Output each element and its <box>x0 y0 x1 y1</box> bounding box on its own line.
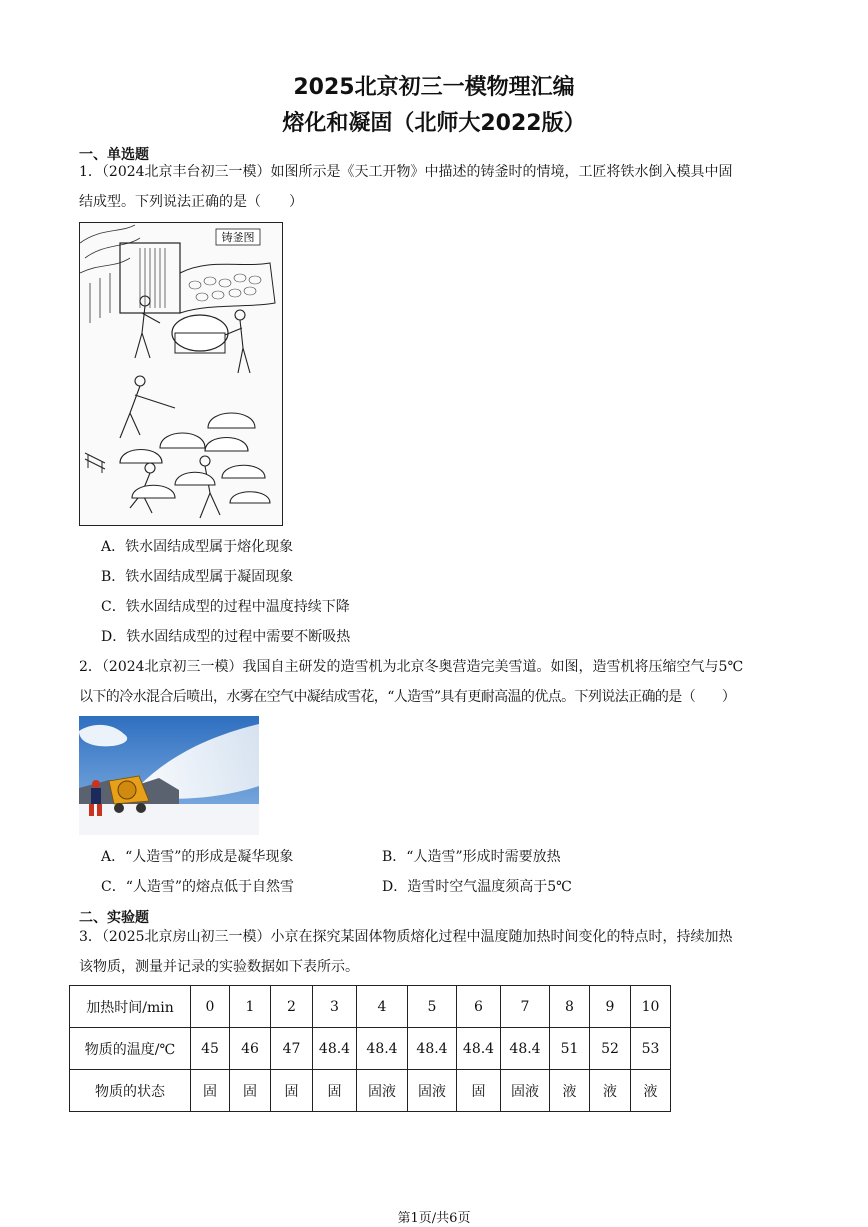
q1-stem-line2: 结成型。下列说法正确的是（ ） <box>79 194 303 210</box>
table-cell: 53 <box>631 1028 671 1070</box>
table-cell: 6 <box>457 986 501 1028</box>
table-cell: 1 <box>230 986 271 1028</box>
q2-option-d[interactable]: D．造雪时空气温度须高于5℃ <box>382 879 572 895</box>
snow-machine-drawing <box>79 716 259 835</box>
q2-stem-line2: 以下的冷水混合后喷出，水雾在空气中凝结成雪花，“人造雪”具有更耐高温的优点。下列说法正确的是（ ） <box>79 689 736 705</box>
table-cell: 液 <box>631 1070 671 1112</box>
table-cell: 45 <box>191 1028 230 1070</box>
q1-option-b[interactable]: B．铁水固结成型属于凝固现象 <box>101 569 294 585</box>
section-single-choice: 一、单选题 <box>79 147 149 163</box>
table-cell: 固 <box>313 1070 357 1112</box>
table-cell: 7 <box>501 986 550 1028</box>
woodcut-illustration <box>79 222 283 526</box>
table-cell: 5 <box>408 986 457 1028</box>
table-cell: 8 <box>550 986 590 1028</box>
table-cell: 0 <box>191 986 230 1028</box>
table-cell: 3 <box>313 986 357 1028</box>
table-cell: 48.4 <box>313 1028 357 1070</box>
table-cell: 2 <box>271 986 313 1028</box>
section-experiment: 二、实验题 <box>79 910 149 926</box>
table-cell: 固 <box>230 1070 271 1112</box>
table-cell: 48.4 <box>408 1028 457 1070</box>
q2-stem-line1: 2．（2024北京初三一模）我国自主研发的造雪机为北京冬奥营造完美雪道。如图，造雪机将压缩空气与5℃ <box>79 659 744 675</box>
table-cell: 46 <box>230 1028 271 1070</box>
table-cell: 9 <box>590 986 631 1028</box>
table-cell: 47 <box>271 1028 313 1070</box>
woodcut-caption: 铸釜图 <box>221 231 255 244</box>
q1-option-c[interactable]: C．铁水固结成型的过程中温度持续下降 <box>101 599 350 615</box>
snow-machine-photo <box>79 716 259 835</box>
table-cell: 固液 <box>357 1070 408 1112</box>
q3-stem-line2: 该物质，测量并记录的实验数据如下表所示。 <box>79 959 359 975</box>
table-cell: 4 <box>357 986 408 1028</box>
table-cell: 10 <box>631 986 671 1028</box>
q2-option-c[interactable]: C．“人造雪”的熔点低于自然雪 <box>101 879 295 895</box>
table-row-state <box>70 1070 671 1112</box>
q2-option-b[interactable]: B．“人造雪”形成时需要放热 <box>382 849 561 865</box>
q2-option-a[interactable]: A．“人造雪”的形成是凝华现象 <box>101 849 294 865</box>
page-footer: 第1页/共6页 <box>397 1211 471 1226</box>
table-cell: 物质的状态 <box>70 1070 191 1112</box>
table-cell: 48.4 <box>501 1028 550 1070</box>
table-cell: 48.4 <box>357 1028 408 1070</box>
q1-option-a[interactable]: A．铁水固结成型属于熔化现象 <box>101 539 294 555</box>
table-cell: 液 <box>550 1070 590 1112</box>
table-cell: 液 <box>590 1070 631 1112</box>
table-cell: 48.4 <box>457 1028 501 1070</box>
table-row-time <box>70 986 671 1028</box>
table-cell: 加热时间/min <box>70 986 191 1028</box>
q1-stem-line1: 1．（2024北京丰台初三一模）如图所示是《天工开物》中描述的铸釜时的情境，工匠将铁水倒入模具中固 <box>79 164 733 180</box>
table-cell: 固 <box>271 1070 313 1112</box>
table-cell: 固液 <box>408 1070 457 1112</box>
page-title: 2025北京初三一模物理汇编 <box>293 75 575 100</box>
table-cell: 物质的温度/℃ <box>70 1028 191 1070</box>
table-cell: 51 <box>550 1028 590 1070</box>
experiment-data-table <box>69 985 671 1112</box>
table-cell: 固 <box>191 1070 230 1112</box>
page-subtitle: 熔化和凝固（北师大2022版） <box>282 111 586 136</box>
table-row-temperature <box>70 1028 671 1070</box>
q1-option-d[interactable]: D．铁水固结成型的过程中需要不断吸热 <box>101 629 351 645</box>
woodcut-drawing <box>80 223 282 525</box>
q3-stem-line1: 3．（2025北京房山初三一模）小京在探究某固体物质熔化过程中温度随加热时间变化的特点时，持续加热 <box>79 929 733 945</box>
table-cell: 固液 <box>501 1070 550 1112</box>
table-cell: 固 <box>457 1070 501 1112</box>
table-cell: 52 <box>590 1028 631 1070</box>
